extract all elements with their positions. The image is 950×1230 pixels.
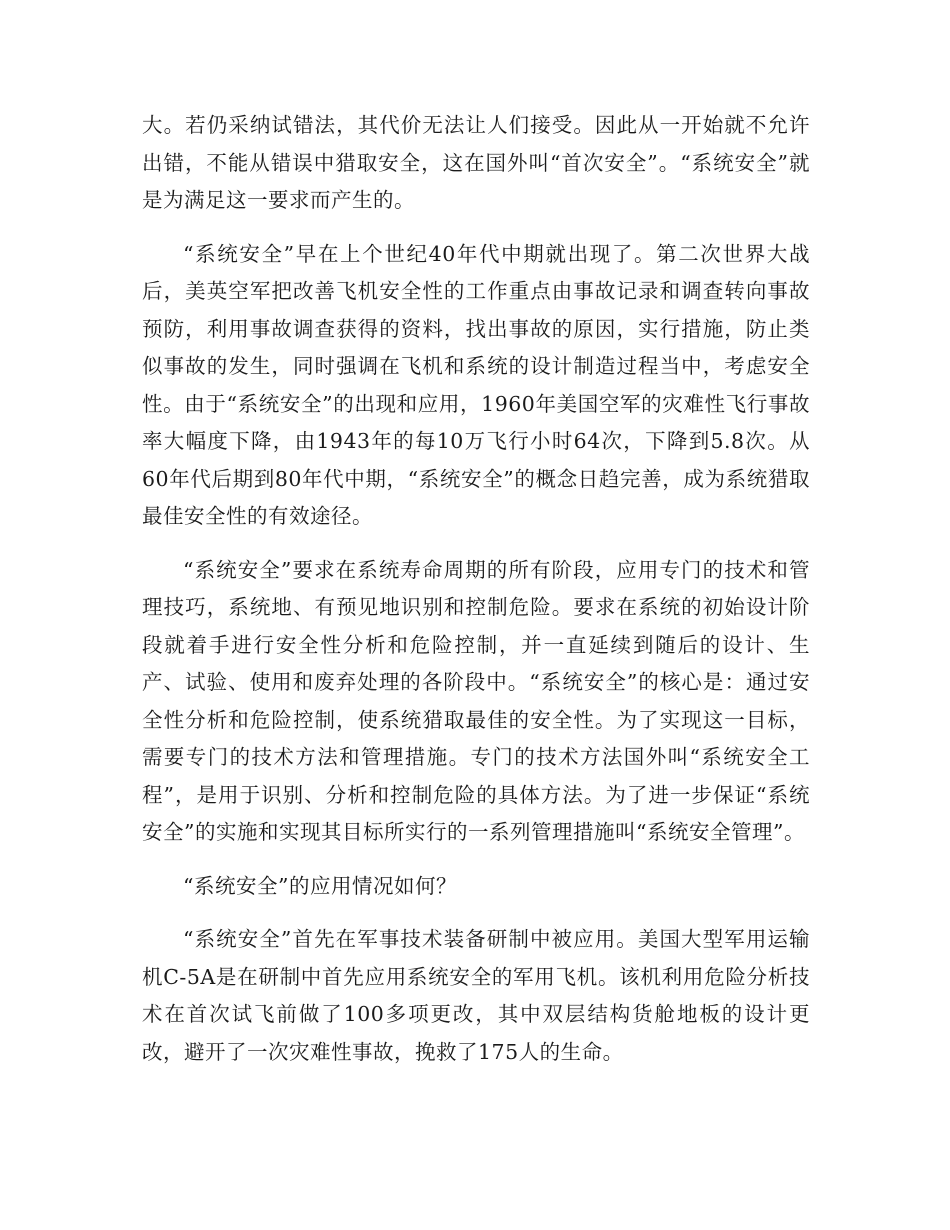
paragraph-continued: 大。若仍采纳试错法，其代价无法让人们接受。因此从一开始就不允许出错，不能从错误中猎取安全，这在国外叫“首次安全”。“系统安全”就是为满足这一要求而产生的。 xyxy=(142,113,810,212)
paragraph-history: “系统安全”早在上个世纪40年代中期就出现了。第二次世界大战后，美英空军把改善飞机安全性的工作重点由事故记录和调查转向事故预防，利用事故调查获得的资料，找出事故的原因，实行措施，防止类似事故的发生，同时强调在飞机和系统的设计制造过程当中，考虑安全性。由于“系统安全”的出现和应用，1960年美国空军的灾难性飞行事故率大幅度下降，由1943年的每10万飞行小时64次，下降到5.8次。从60年代后期到80年代中期，“系统安全”的概念日趋完善，成为系统猎取最佳安全性的有效途径。 xyxy=(142,241,810,528)
paragraph-application: “系统安全”首先在军事技术装备研制中被应用。美国大型军用运输机C-5A是在研制中首先应用系统安全的军用飞机。该机利用危险分析技术在首次试飞前做了100多项更改，其中双层结构货舱地板的设计更改，避开了一次灾难性事故，挽救了175人的生命。 xyxy=(142,927,810,1064)
document-page xyxy=(142,107,810,1087)
paragraph-question: “系统安全”的应用情况如何？ xyxy=(183,873,457,898)
paragraph-requirements: “系统安全”要求在系统寿命周期的所有阶段，应用专门的技术和管理技巧，系统地、有预见地识别和控制危险。要求在系统的初始设计阶段就着手进行安全性分析和危险控制，并一直延续到随后的设计、生产、试验、使用和废弃处理的各阶段中。“系统安全”的核心是：通过安全性分析和危险控制，使系统猎取最佳的安全性。为了实现这一目标，需要专门的技术方法和管理措施。专门的技术方法国外叫“系统安全工程”，是用于识别、分析和控制危险的具体方法。为了进一步保证“系统安全”的实施和实现其目标所实行的一系列管理措施叫“系统安全管理”。 xyxy=(142,557,810,844)
